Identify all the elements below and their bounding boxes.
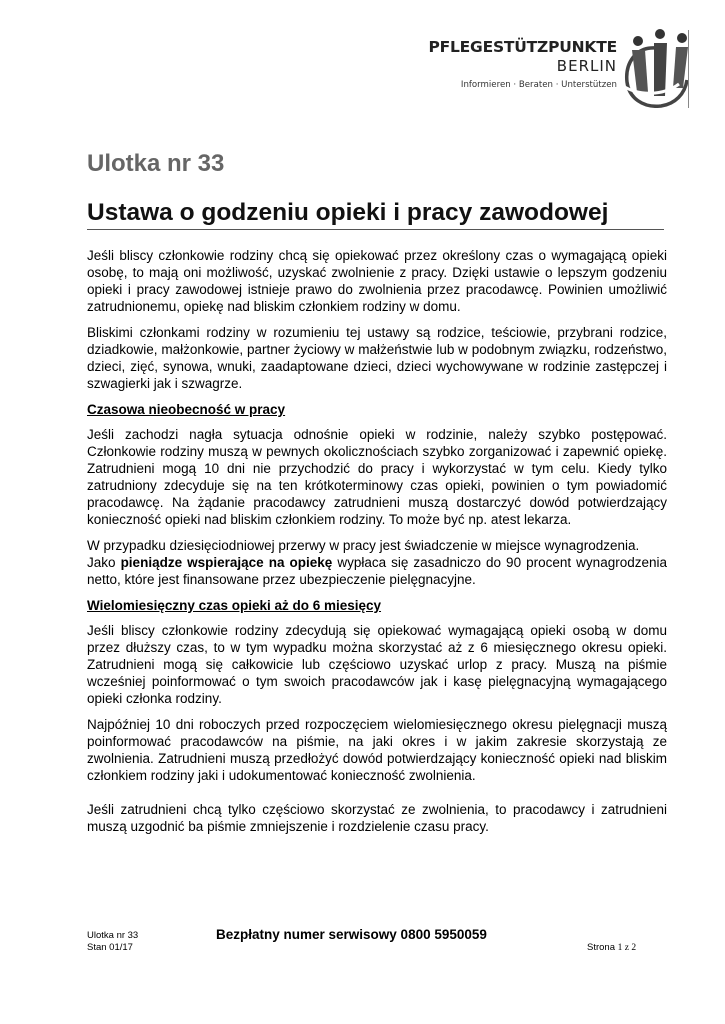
footer-meta <box>87 930 138 954</box>
page-indicator <box>587 942 636 953</box>
people-logo-icon <box>621 28 693 108</box>
header-divider <box>688 30 689 108</box>
title-underline <box>87 229 664 230</box>
page-current: 1 <box>617 943 623 953</box>
leaflet-number: Ulotka nr 33 <box>87 150 225 177</box>
footer-hotline: Bezpłatny numer serwisowy 0800 5950059 <box>216 927 487 942</box>
care-allowance-term: pieniądze wspierające na opiekę <box>120 555 333 570</box>
paragraph-notice-period: Najpóźniej 10 dni roboczych przed rozpoczęciem wielomiesięcznego okresu pielęgnacji muszą poinformować pracodawców na piśmie, na jaki okres i w jakim zakresie skorzystają ze zwolnienia. Zatrudnieni muszą przedłożyć dowód potwierdzający konieczność opieki nad bliskim członkiem rodziny jaki i udokumentować konieczność zwolnienia. <box>87 717 667 783</box>
paragraph-intro: Jeśli bliscy członkowie rodziny chcą się opiekować przez określony czas o wymagającą opieki osobę, to mają oni możliwość, uzyskać zwolnienie z pracy. Dzięki ustawie o lepszym godzeniu opieki i pracy zawodowej istnieje prawo do zwolnienia przez pracodawcę. Powinien umożliwić zatrudnionemu, opiekę nad bliskim członkiem rodziny w domu. <box>87 248 667 314</box>
document-body <box>87 247 667 844</box>
paragraph-urgent-care: Jeśli zachodzi nagła sytuacja odnośnie opieki w rodzinie, należy szybko postępować. Członkowie rodziny muszą w pewnych okolicznościach szybko zorganizować i zapewnić opiekę. Zatrudnieni mogą 10 dni nie przychodzić do pracy i wykorzystać w tym celu. Kiedy tylko zatrudniony zdecyduje się na ten krótkoterminowy czas opieki, powinien o tym powiadomić pracodawcę. Na żądanie pracodawcy zatrudnieni muszą dostarczyć dowód potwierdzający konieczność opieki nad bliskim członkiem rodziny. To może być np. atest lekarza. <box>87 427 667 527</box>
care-allowance-text: wypłaca się zasadniczo do 90 procent wynagrodzenia netto, które jest finansowane przez ubezpieczenie pielęgnacyjne. <box>87 555 667 587</box>
page-total: 2 <box>631 943 637 953</box>
paragraph-partial-leave: Jeśli zatrudnieni chcą tylko częściowo skorzystać ze zwolnienia, to pracodawcy i zatrudnieni muszą uzgodnić ba piśmie zmniejszenie i rozdzielenie czasu pracy. <box>87 802 667 834</box>
section-heading-temporary-absence: Czasowa nieobecność w pracy <box>87 402 286 417</box>
footer-leaflet-number: Ulotka nr 33 <box>87 930 139 941</box>
logo-tagline: Informieren · Beraten · Unterstützen <box>460 80 617 90</box>
page-label: Strona <box>587 942 618 953</box>
paragraph-family-members: Bliskimi członkami rodziny w rozumieniu tej ustawy są rodzice, teściowie, przybrani rodzice, dziadkowie, małżonkowie, partner życiowy w małżeństwie lub w podobnym związku, rodzeństwo, dzieci, zięć, synowa, wnuki, zaadaptowane dzieci, dzieci wychowywane w rodzinie zastępczej i szwagierki jak i szwagrze. <box>87 325 667 391</box>
care-allowance-intro: Jako <box>87 555 121 570</box>
logo-text <box>405 38 617 90</box>
paragraph-spacer <box>87 793 667 801</box>
section-heading-long-term-care: Wielomiesięczny czas opieki aż do 6 miesięcy <box>87 598 382 613</box>
paragraph-care-allowance <box>87 554 667 588</box>
paragraph-long-term-leave: Jeśli bliscy członkowie rodziny zdecydują się opiekować wymagającą opieki osobą w domu przez dłuższy czas, to w tym wypadku można skorzystać aż z 6 miesięcznego okresu opieki. Zatrudnieni mogą się całkowicie lub częściowo uzyskać urlop z pracy. Muszą na piśmie wcześniej poinformować o tym swoich pracodawców jak i kasę pielęgnacyjną wymagającego opieki członka rodziny. <box>87 623 667 706</box>
footer-version: Stan 01/17 <box>87 942 133 953</box>
paragraph-salary-replacement: W przypadku dziesięciodniowej przerwy w pracy jest świadczenie w miejsce wynagrodzenia. <box>87 538 640 553</box>
logo-title: PFLEGESTÜTZPUNKTE <box>428 38 617 56</box>
logo-city: BERLIN <box>556 57 617 75</box>
page-separator: z <box>622 943 632 953</box>
logo <box>405 28 695 110</box>
document-title: Ustawa o godzeniu opieki i pracy zawodowej <box>87 199 609 226</box>
